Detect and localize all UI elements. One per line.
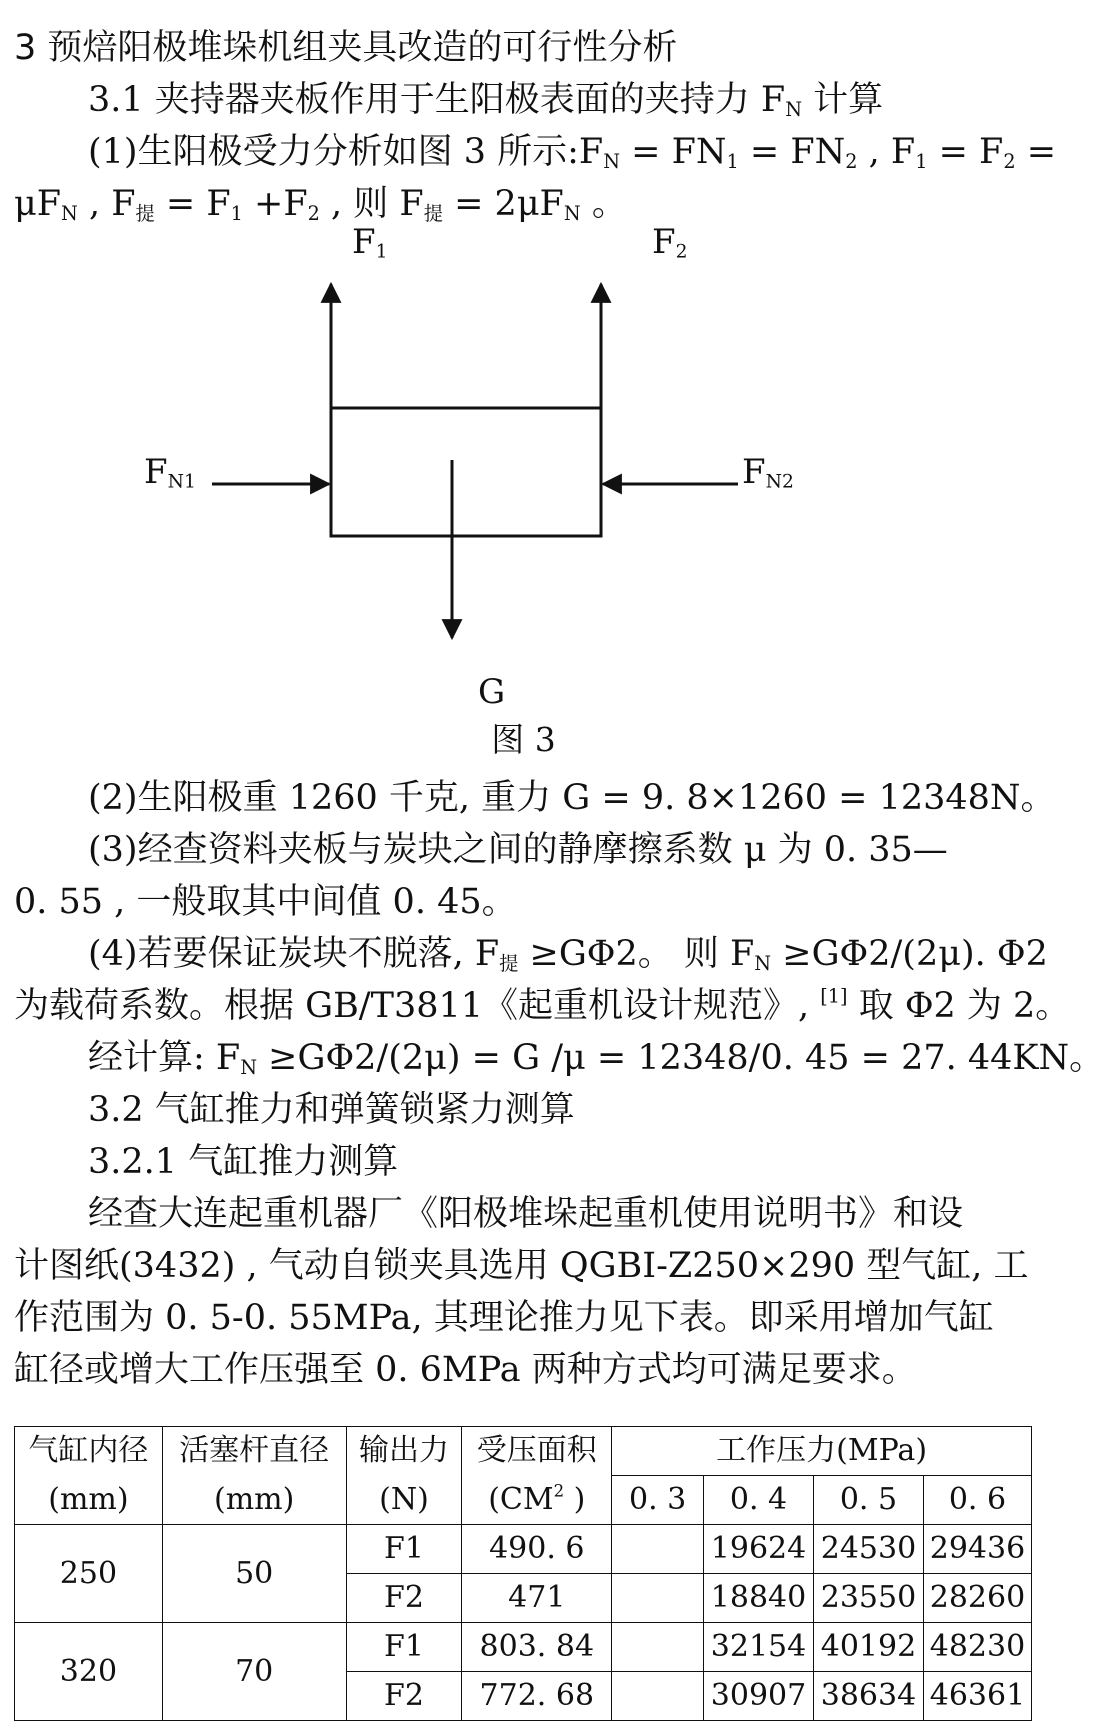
area-unit-post: ) <box>564 1481 586 1517</box>
cell-area: 490. 6 <box>462 1525 612 1574</box>
label-f2-base: F <box>652 222 676 262</box>
text-segment: 经计算: F <box>88 1038 241 1078</box>
subsection-3-2-1-heading: 3.2.1 气缸推力测算 <box>88 1142 399 1182</box>
header-output: 输出力 <box>346 1427 462 1476</box>
text-segment: , 则 F <box>319 184 424 224</box>
cell-p03 <box>612 1525 704 1574</box>
cell-p04: 19624 <box>704 1525 814 1574</box>
text-segment: μF <box>14 184 62 224</box>
text-segment: (1)生阳极受力分析如图 3 所示:F <box>88 132 604 172</box>
label-fn1 <box>144 452 196 492</box>
cell-p04: 30907 <box>704 1672 814 1721</box>
subsection-3-1-post: 计算 <box>802 80 884 120</box>
text-segment: 1 <box>726 149 739 173</box>
cylinder-thrust-table <box>14 1426 1032 1721</box>
text-segment: , F <box>857 132 916 172</box>
header-area-unit <box>462 1476 612 1525</box>
header-pressure: 工作压力(MPa) <box>612 1427 1032 1476</box>
cell-p05: 23550 <box>814 1574 924 1623</box>
text-segment: N <box>754 951 772 975</box>
text-segment: 2 <box>307 201 320 225</box>
cell-p06: 48230 <box>923 1623 1031 1672</box>
subsection-3-1-pre: 3.1 夹持器夹板作用于生阳极表面的夹持力 F <box>88 80 786 120</box>
text-segment: = FN <box>620 132 727 172</box>
cell-p04: 32154 <box>704 1623 814 1672</box>
label-g: G <box>478 672 506 712</box>
table-body <box>15 1525 1032 1721</box>
header-rod: 活塞杆直径 <box>162 1427 346 1476</box>
cell-force: F2 <box>346 1672 462 1721</box>
paragraph-1-line-1 <box>88 128 1108 176</box>
text-segment: N <box>563 201 581 225</box>
header-p03: 0. 3 <box>612 1476 704 1525</box>
area-unit-pre: (CM <box>488 1481 554 1517</box>
text-segment: 提 <box>423 201 443 225</box>
text-segment: ≥GΦ2。 则 F <box>518 934 755 974</box>
text-segment: 1 <box>230 201 243 225</box>
paragraph-3-line-1: (3)经查资料夹板与炭块之间的静摩擦系数 μ 为 0. 35— <box>88 830 948 870</box>
cell-bore: 250 <box>15 1525 163 1623</box>
table-row <box>15 1623 1032 1672</box>
cell-p05: 38634 <box>814 1672 924 1721</box>
text-segment: , F <box>77 184 136 224</box>
text-segment: N <box>603 149 621 173</box>
label-fn1-sub: N1 <box>167 471 196 493</box>
cell-force: F1 <box>346 1525 462 1574</box>
paragraph-6-line-3: 作范围为 0. 5-0. 55MPa, 其理论推力见下表。即采用增加气缸 <box>14 1298 994 1338</box>
text-segment: = 2μF <box>442 184 564 224</box>
paragraph-1-line-2 <box>14 180 1034 228</box>
label-f1 <box>352 222 387 262</box>
paragraph-3-line-2: 0. 55 , 一般取其中间值 0. 45。 <box>14 882 517 922</box>
cell-p05: 24530 <box>814 1525 924 1574</box>
cell-p03 <box>612 1574 704 1623</box>
text-segment: = <box>1015 132 1057 172</box>
text-segment: +F <box>242 184 308 224</box>
table-header-row-1 <box>15 1427 1032 1476</box>
cell-p06: 46361 <box>923 1672 1031 1721</box>
header-p05: 0. 5 <box>814 1476 924 1525</box>
header-area: 受压面积 <box>462 1427 612 1476</box>
cell-p03 <box>612 1672 704 1721</box>
force-diagram <box>144 222 880 714</box>
text-segment: [1] <box>820 984 848 1008</box>
text-segment: 2 <box>1003 149 1016 173</box>
text-segment: (4)若要保证炭块不脱落, F <box>88 934 500 974</box>
label-fn2-sub: N2 <box>765 471 794 493</box>
paragraph-6-line-1: 经查大连起重机器厂《阳极堆垛起重机使用说明书》和设 <box>88 1194 964 1234</box>
cell-bore: 320 <box>15 1623 163 1721</box>
anode-block-rect <box>331 408 601 536</box>
cell-p05: 40192 <box>814 1623 924 1672</box>
label-fn2-base: F <box>742 452 766 492</box>
cell-area: 772. 68 <box>462 1672 612 1721</box>
text-segment: ≥GΦ2/(2μ). Φ2 <box>771 934 1048 974</box>
label-f1-sub: 1 <box>375 241 388 263</box>
table-row <box>15 1525 1032 1574</box>
area-unit-sup: 2 <box>553 1481 565 1501</box>
header-output-unit: (N) <box>346 1476 462 1525</box>
paragraph-6-line-4: 缸径或增大工作压强至 0. 6MPa 两种方式均可满足要求。 <box>14 1350 917 1390</box>
text-segment: N <box>240 1055 258 1079</box>
label-fn1-base: F <box>144 452 168 492</box>
text-segment: ≥GΦ2/(2μ) = G /μ = 12348/0. 45 = 27. 44KN。 <box>257 1038 1105 1078</box>
text-segment: 1 <box>915 149 928 173</box>
label-f2 <box>652 222 687 262</box>
paragraph-4-line-2 <box>14 982 1071 1030</box>
text-segment: 取 Φ2 为 2。 <box>847 986 1071 1026</box>
label-f2-sub: 2 <box>675 241 688 263</box>
text-segment: = F <box>927 132 1004 172</box>
text-segment: N <box>61 201 78 225</box>
label-f1-base: F <box>352 222 376 262</box>
paragraph-6-line-2: 计图纸(3432) , 气动自锁夹具选用 QGBI-Z250×290 型气缸, 工 <box>14 1246 1029 1286</box>
section-heading: 3 预焙阳极堆垛机组夹具改造的可行性分析 <box>14 28 678 68</box>
text-segment: 为载荷系数。根据 GB/T3811《起重机设计规范》, <box>14 986 821 1026</box>
subsection-3-1-sub: N <box>785 97 803 121</box>
table-header-row-2 <box>15 1476 1032 1525</box>
text-segment: 2 <box>845 149 858 173</box>
cell-p06: 29436 <box>923 1525 1031 1574</box>
cell-p03 <box>612 1623 704 1672</box>
paragraph-4-line-1 <box>88 930 1108 978</box>
cell-rod: 50 <box>162 1525 346 1623</box>
header-rod-unit: (mm) <box>162 1476 346 1525</box>
header-bore-unit: (mm) <box>15 1476 163 1525</box>
header-bore: 气缸内径 <box>15 1427 163 1476</box>
cell-area: 471 <box>462 1574 612 1623</box>
paragraph-2: (2)生阳极重 1260 千克, 重力 G = 9. 8×1260 = 12348N。 <box>88 778 1056 818</box>
cell-p04: 18840 <box>704 1574 814 1623</box>
figure-caption: 图 3 <box>491 720 556 759</box>
paragraph-5 <box>88 1034 1108 1082</box>
cell-force: F1 <box>346 1623 462 1672</box>
cell-area: 803. 84 <box>462 1623 612 1672</box>
text-segment: = FN <box>738 132 846 172</box>
subsection-3-1-heading <box>88 76 1108 124</box>
text-segment: = F <box>154 184 231 224</box>
cell-rod: 70 <box>162 1623 346 1721</box>
text-segment: 提 <box>135 201 155 225</box>
text-segment: 。 <box>580 184 627 224</box>
cell-p06: 28260 <box>923 1574 1031 1623</box>
subsection-3-2-heading: 3.2 气缸推力和弹簧锁紧力测算 <box>88 1090 575 1130</box>
header-p06: 0. 6 <box>923 1476 1031 1525</box>
label-fn2 <box>742 452 794 492</box>
text-segment: 提 <box>499 951 519 975</box>
cell-force: F2 <box>346 1574 462 1623</box>
header-p04: 0. 4 <box>704 1476 814 1525</box>
